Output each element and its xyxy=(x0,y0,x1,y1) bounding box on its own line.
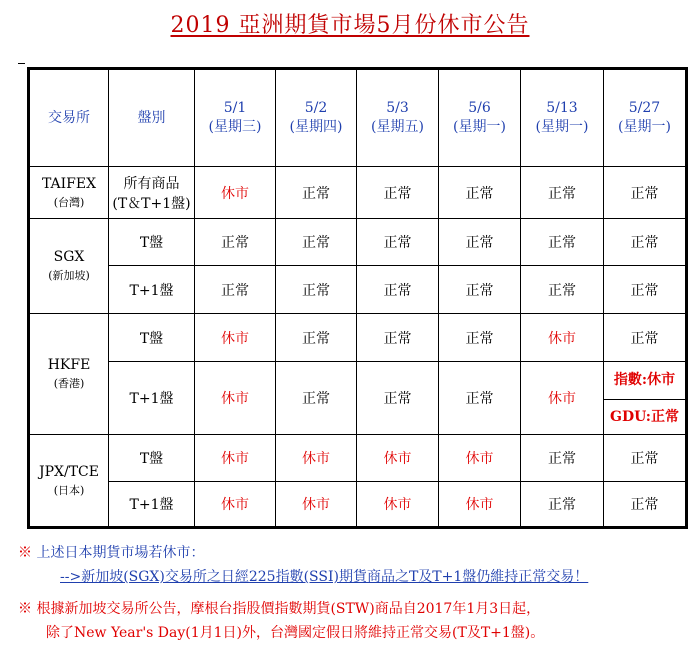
header-weekday: (星期三) xyxy=(208,119,262,135)
status-cell: 正常 xyxy=(276,167,357,219)
header-date-cell xyxy=(276,69,357,167)
status-cell: 正常 xyxy=(604,266,687,314)
exchange-region: (台灣) xyxy=(53,195,85,209)
status-cell: 休市 xyxy=(195,362,276,435)
status-cell: 正常 xyxy=(604,314,687,362)
note-text: 根據新加坡交易所公告，摩根台指股價指數期貨(STW)商品自2017年1月3日起， xyxy=(36,601,541,617)
session-label: (T＆T+1盤) xyxy=(112,195,191,212)
note-text: -->新加坡(SGX)交易所之日經225指數(SSI)期貨商品之T及T+1盤仍維持正常交易！ xyxy=(60,569,589,585)
status-cell: 正常 xyxy=(195,219,276,266)
status-cell: 休市 xyxy=(195,482,276,528)
status-cell: 正常 xyxy=(357,362,439,435)
header-weekday: (星期一) xyxy=(453,119,506,135)
session-label: T+1盤 xyxy=(109,362,195,435)
status-cell: 正常 xyxy=(604,482,687,528)
note-mark: ※ xyxy=(18,545,32,561)
table-row-jpx-t1 xyxy=(29,482,687,528)
status-cell-split xyxy=(604,362,687,435)
status-cell: 正常 xyxy=(521,167,604,219)
status-cell: 正常 xyxy=(604,435,687,482)
note-mark: ※ xyxy=(18,601,32,617)
header-date-cell xyxy=(604,69,687,167)
header-exchange: 交易所 xyxy=(29,69,109,167)
exchange-name: SGX xyxy=(53,249,85,265)
status-cell: 正常 xyxy=(276,314,357,362)
status-cell: 休市 xyxy=(357,482,439,528)
page-title: 2019 亞洲期貨市場5月份休市公告 xyxy=(170,13,530,38)
exchange-region: (日本) xyxy=(53,483,85,497)
session-label: T盤 xyxy=(109,219,195,266)
status-cell: 正常 xyxy=(439,362,521,435)
status-cell: 正常 xyxy=(604,219,687,266)
header-date: 5/13 xyxy=(546,100,578,116)
status-cell: 正常 xyxy=(276,219,357,266)
exchange-cell-hkfe xyxy=(29,314,109,435)
status-cell: 休市 xyxy=(195,435,276,482)
header-date: 5/3 xyxy=(386,100,409,116)
header-date-cell xyxy=(439,69,521,167)
header-weekday: (星期四) xyxy=(289,119,343,135)
status-cell: 正常 xyxy=(276,266,357,314)
header-date: 5/27 xyxy=(628,100,661,116)
header-date-cell xyxy=(195,69,276,167)
header-date-cell xyxy=(521,69,604,167)
status-gdu: GDU:正常 xyxy=(604,399,685,434)
header-date-cell xyxy=(357,69,439,167)
exchange-cell-sgx xyxy=(29,219,109,314)
status-cell: 正常 xyxy=(521,266,604,314)
exchange-name: JPX/TCE xyxy=(39,463,99,480)
note-text: 除了New Year's Day(1月1日)外，台灣國定假日將維持正常交易(T及T+1盤)。 xyxy=(46,625,545,641)
header-date: 5/1 xyxy=(223,100,247,116)
session-label: T+1盤 xyxy=(109,266,195,314)
holiday-schedule-table xyxy=(27,67,688,529)
session-label: T盤 xyxy=(109,435,195,482)
status-index: 指數:休市 xyxy=(613,372,676,388)
table-row-hkfe-t1 xyxy=(29,362,687,435)
divider xyxy=(18,63,25,64)
note-japan xyxy=(18,542,688,586)
status-cell: 正常 xyxy=(357,219,439,266)
exchange-region: (香港) xyxy=(53,377,85,390)
note-line xyxy=(18,598,688,618)
note-text: 上述日本期貨市場若休市： xyxy=(36,545,205,561)
status-cell: 休市 xyxy=(195,314,276,362)
session-label: T盤 xyxy=(109,314,195,362)
status-cell: 休市 xyxy=(521,314,604,362)
status-cell: 正常 xyxy=(439,219,521,266)
status-cell: 休市 xyxy=(276,435,357,482)
status-cell: 正常 xyxy=(521,482,604,528)
status-cell: 正常 xyxy=(439,314,521,362)
status-cell: 休市 xyxy=(276,482,357,528)
note-stw xyxy=(18,598,688,642)
status-cell: 正常 xyxy=(357,167,439,219)
header-row xyxy=(29,69,687,167)
status-cell: 正常 xyxy=(439,266,521,314)
exchange-name: HKFE xyxy=(47,357,91,373)
exchange-name: TAIFEX xyxy=(41,175,97,192)
session-cell xyxy=(109,167,195,219)
table-row-jpx-t xyxy=(29,435,687,482)
header-session: 盤別 xyxy=(109,69,195,167)
header-date: 5/2 xyxy=(304,100,328,116)
note-line xyxy=(18,542,688,562)
status-cell: 正常 xyxy=(604,167,687,219)
status-cell: 正常 xyxy=(195,266,276,314)
status-cell: 正常 xyxy=(521,435,604,482)
exchange-region: (新加坡) xyxy=(48,269,90,282)
status-cell: 正常 xyxy=(357,314,439,362)
status-cell: 正常 xyxy=(439,167,521,219)
status-cell: 休市 xyxy=(521,362,604,435)
status-cell: 休市 xyxy=(439,435,521,482)
header-date: 5/6 xyxy=(468,100,491,116)
session-label: T+1盤 xyxy=(109,482,195,528)
status-cell: 休市 xyxy=(195,167,276,219)
session-label: 所有商品 xyxy=(123,175,180,192)
table-row-sgx-t1 xyxy=(29,266,687,314)
header-weekday: (星期一) xyxy=(618,119,671,135)
exchange-cell-taifex xyxy=(29,167,109,219)
status-cell: 休市 xyxy=(357,435,439,482)
header-weekday: (星期五) xyxy=(371,119,424,135)
status-cell: 正常 xyxy=(276,362,357,435)
status-cell: 正常 xyxy=(357,266,439,314)
exchange-cell-jpx xyxy=(29,435,109,528)
table-row-hkfe-t xyxy=(29,314,687,362)
table-row-taifex xyxy=(29,167,687,219)
status-cell: 正常 xyxy=(521,219,604,266)
table-row-sgx-t xyxy=(29,219,687,266)
status-cell: 休市 xyxy=(439,482,521,528)
header-weekday: (星期一) xyxy=(535,119,589,135)
